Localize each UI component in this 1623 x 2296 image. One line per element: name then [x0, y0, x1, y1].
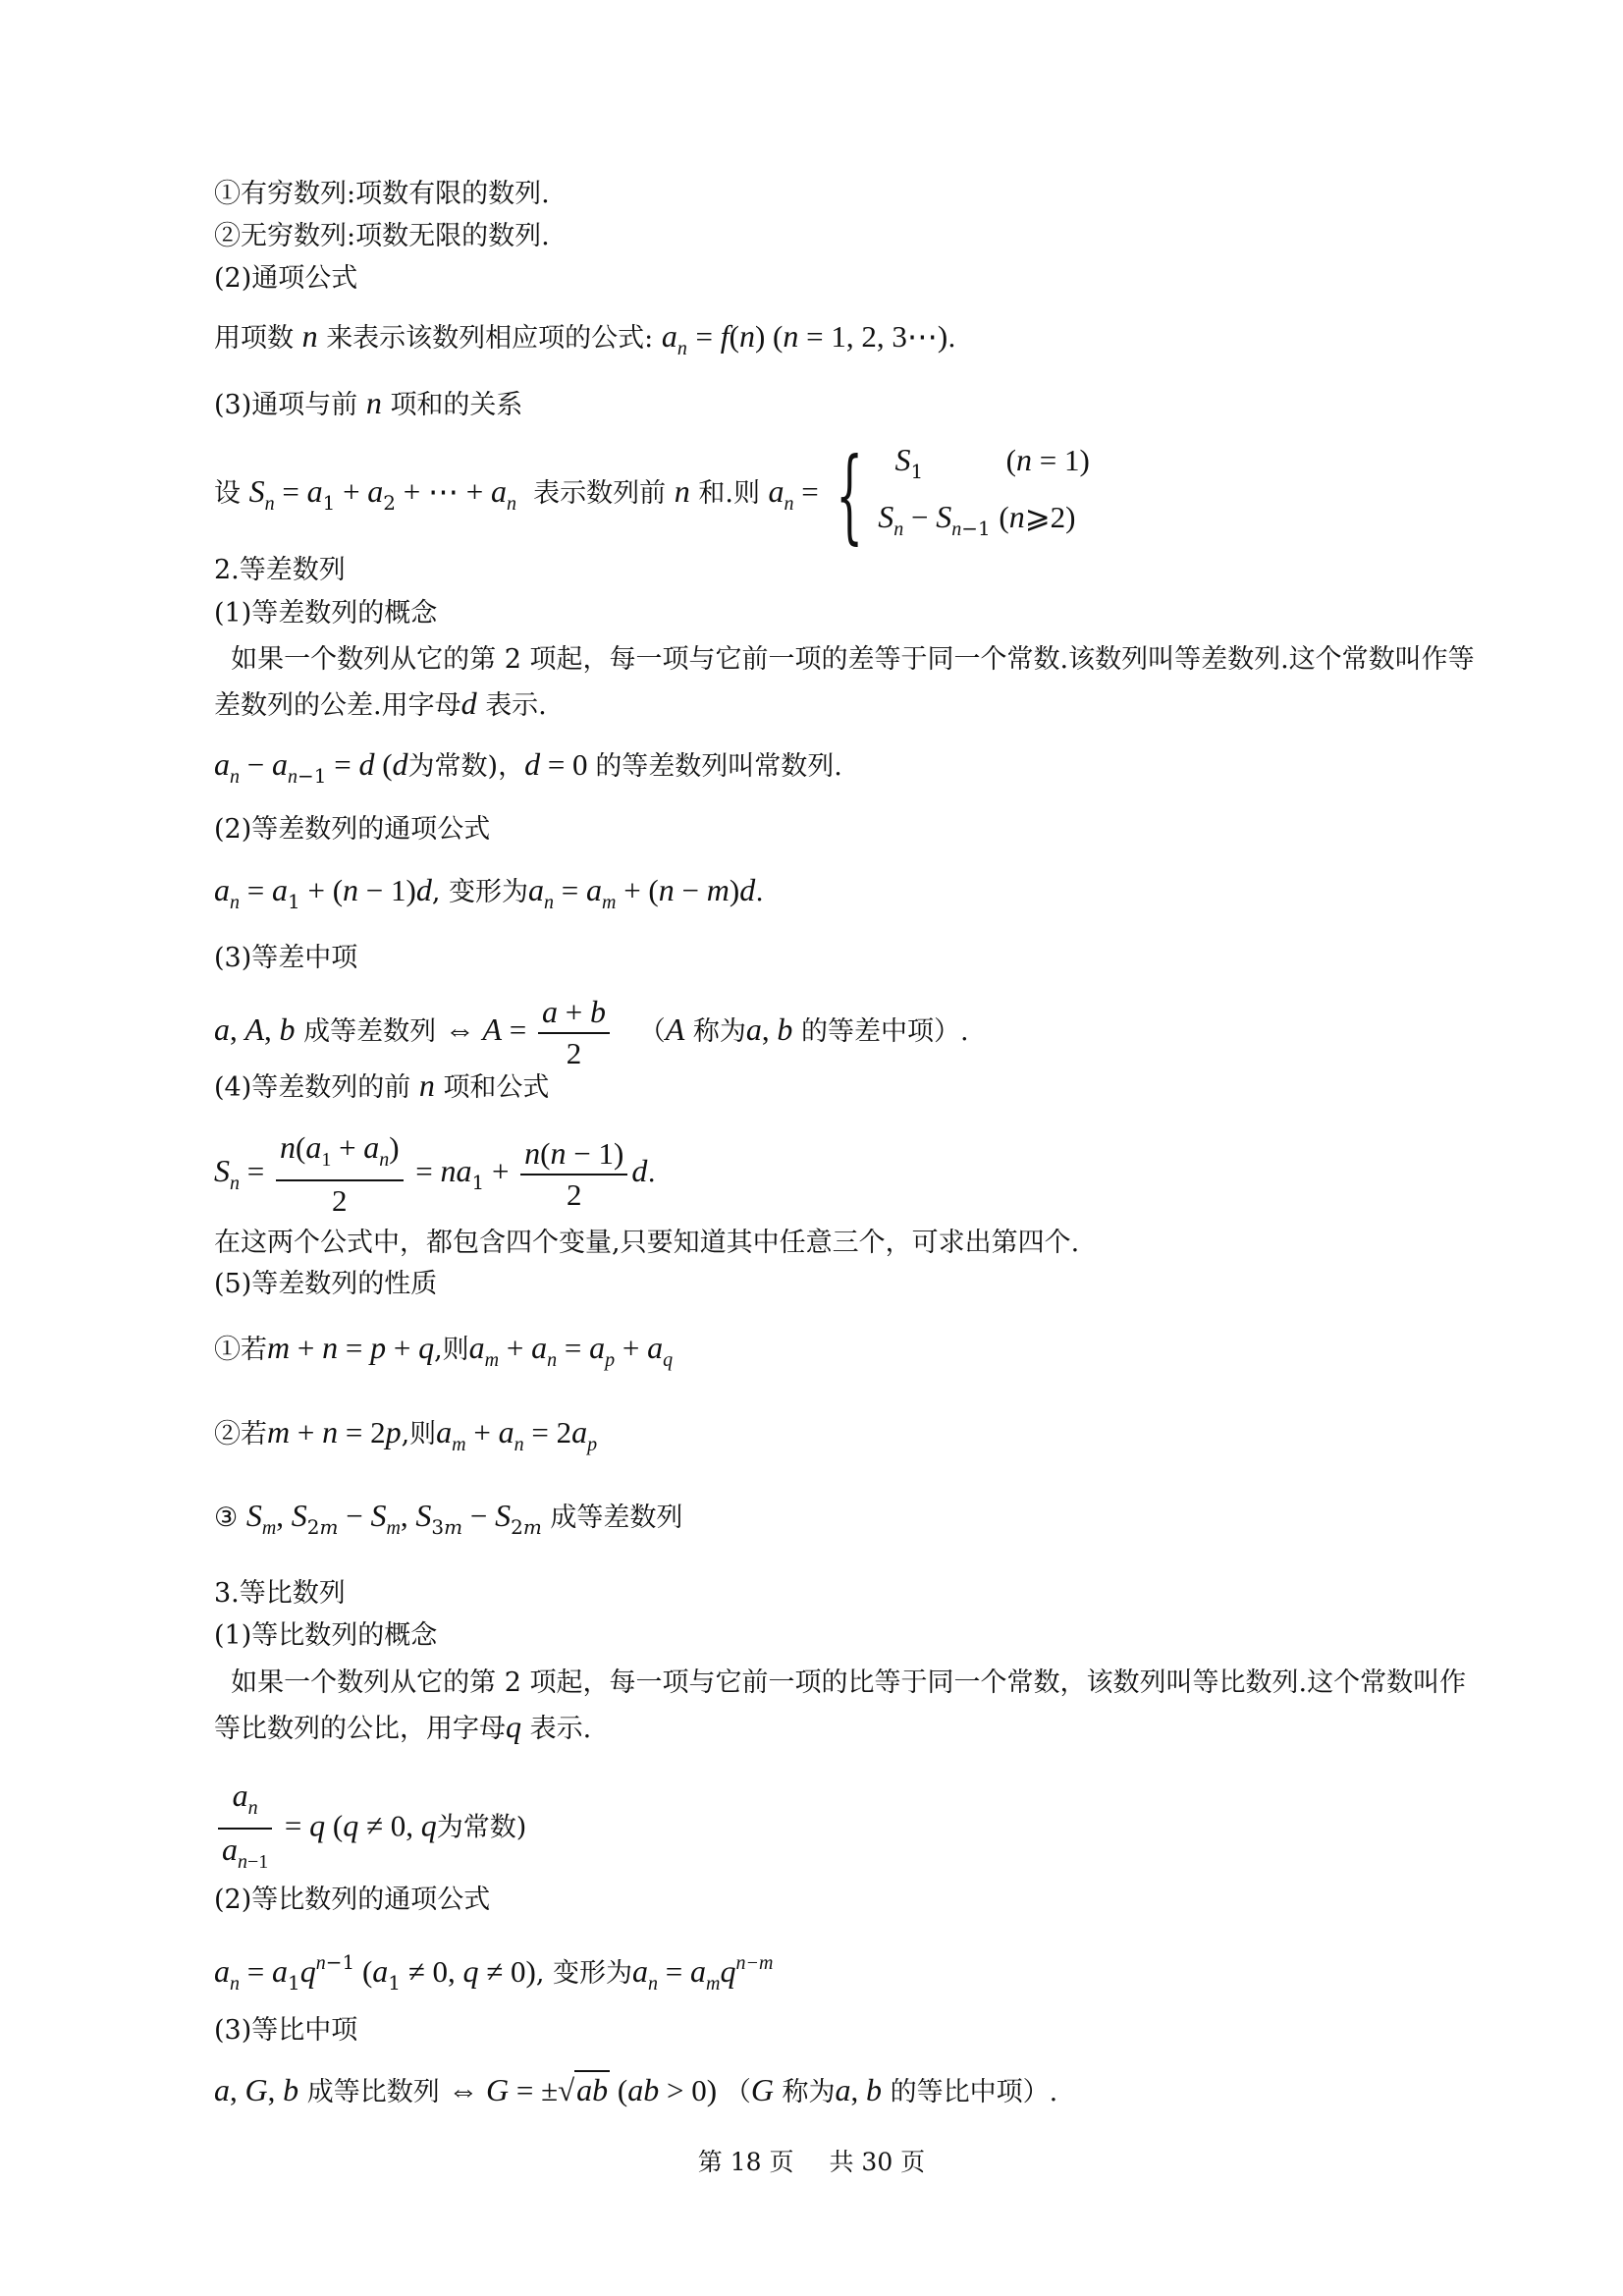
common-ratio-formula: $\frac{a_n}{a_{n-1}}$ = q (q ≠ 0, q为常数) [214, 1776, 526, 1882]
text-span: 表示数列前 [533, 478, 667, 509]
geometric-mean-formula: a, G, b 成等比数列 ⇔ G = ±√ab (ab > 0) （G 称为a, b 的等比中项）. [214, 2072, 1058, 2107]
sum-relation-heading: (3)通项与前 n 项和的关系 [214, 385, 523, 420]
property-3: ③ $S_m$, $S_{2m} - S_m$, $S_{3m} - S_{2m}$ 成等差数列 [214, 1498, 683, 1539]
text-span: 为常数) [436, 1812, 527, 1843]
text-span: （ [638, 1016, 666, 1047]
geometric-sequence-heading: 3.等比数列 [214, 1578, 346, 1609]
text-span: 表示. [485, 690, 547, 721]
arithmetic-mean-formula: a, A, b 成等差数列 ⇔ A = $\frac{a + b}{2}$ （A 称为a, b 的等差中项）. [214, 994, 969, 1070]
text-span: 称为 [692, 1016, 746, 1047]
text-span: 来表示该数列相应项的公式: [326, 323, 654, 354]
geometric-definition-paragraph: 如果一个数列从它的第 2 项起，每一项与它前一项的比等于同一个常数，该数列叫等比数列.这个常数叫作等比数列的公比，用字母q 表示. [214, 1667, 1467, 1744]
text-span: 成等差数列 [303, 1016, 437, 1047]
text-span: , 变形为 [431, 877, 529, 907]
text-span: ①若 [214, 1335, 267, 1365]
text-span: 设 [214, 478, 241, 509]
page-number: 第 18 页 [697, 2148, 794, 2176]
text-span: 如果一个数列从它的第 2 项起，每一项与它前一项的比等于同一个常数，该数列叫等比数列.这个常数叫作等比数列的公比，用字母 [214, 1667, 1467, 1744]
text-span: (3)通项与前 [214, 390, 358, 420]
arithmetic-sum-heading: (4)等差数列的前 n 项和公式 [214, 1067, 550, 1103]
arithmetic-concept-heading: (1)等差数列的概念 [214, 598, 438, 629]
text-span: 用项数 [214, 323, 294, 354]
arithmetic-sequence-heading: 2.等差数列 [214, 555, 346, 585]
text-span: 项和的关系 [390, 390, 523, 420]
arithmetic-general-term-formula: $a_n = a_1 + (n - 1)d$, 变形为$a_n = a_m + (n - m)d$. [214, 872, 764, 913]
geometric-general-term-heading: (2)等比数列的通项公式 [214, 1885, 491, 1915]
text-span: 和.则 [698, 478, 760, 509]
text-span: 如果一个数列从它的第 2 项起，每一项与它前一项的差等于同一个常数.该数列叫等差数列.这个常数叫作等差数列的公差.用字母 [214, 644, 1475, 721]
arithmetic-properties-heading: (5)等差数列的性质 [214, 1269, 438, 1299]
arithmetic-general-term-heading: (2)等差数列的通项公式 [214, 814, 491, 845]
text-span: ,则 [401, 1419, 437, 1449]
common-difference-formula: $a_n - a_{n-1} = d$ (d为常数)，d = 0 的等差数列叫常数列. [214, 746, 842, 788]
text-span: 的等差数列叫常数列. [595, 751, 842, 782]
text-span: 为常数)， [407, 751, 525, 782]
text-span: (4)等差数列的前 [214, 1072, 411, 1103]
text-span: ,则 [434, 1335, 469, 1365]
four-variables-note: 在这两个公式中，都包含四个变量,只要知道其中任意三个，可求出第四个. [214, 1228, 1080, 1258]
text-span: （ [724, 2077, 751, 2107]
text-span: 成等差数列 [550, 1503, 683, 1533]
text-span: 成等比数列 [306, 2077, 440, 2107]
text-span: 项和公式 [443, 1072, 550, 1103]
arithmetic-sum-formula: $S_n$ = $\frac{n(a_1 + a_n)}{2}$ = $na_1$ + $\frac{n(n - 1)}{2}$ d. [214, 1129, 656, 1218]
arithmetic-mean-heading: (3)等差中项 [214, 943, 358, 973]
general-term-heading: (2)通项公式 [214, 263, 358, 294]
text-span: ②若 [214, 1419, 267, 1449]
text-span: 的等差中项）. [800, 1016, 969, 1047]
infinite-sequence-line: ②无穷数列:项数无限的数列. [214, 221, 550, 251]
arithmetic-definition-paragraph: 如果一个数列从它的第 2 项起，每一项与它前一项的差等于同一个常数.该数列叫等差数列.这个常数叫作等差数列的公差.用字母d 表示. [214, 644, 1475, 721]
text-span: , 变形为 [535, 1958, 633, 1989]
property-1: ①若m + n = p + q,则$a_m + a_n = a_p + a_q$ [214, 1330, 674, 1371]
page-footer [0, 2143, 1623, 2178]
sum-relation-formula: 设 $S_n = a_1 + a_2$ + ⋯ + $a_n$ 表示数列前 n 和.则 $a_n$ = { $S_1$ (n = 1) $S_n - S_{n-1}$ (n⩾2) [214, 434, 1090, 555]
geometric-mean-heading: (3)等比中项 [214, 2015, 358, 2046]
page-total: 共 30 页 [829, 2148, 926, 2176]
text-span: 表示. [529, 1714, 592, 1744]
finite-sequence-line: ①有穷数列:项数有限的数列. [214, 179, 550, 209]
text-span: 称为 [782, 2077, 836, 2107]
general-term-formula-line: 用项数 n 来表示该数列相应项的公式: $a_n = f(n) (n = 1$, 2, 3⋯). [214, 318, 956, 359]
geometric-general-term-formula: $a_n = a_1q^{n-1}$ ($a_1 \ne 0$, q ≠ 0), 变形为$a_n = a_mq^{n-m}$ [214, 1950, 774, 1995]
geometric-concept-heading: (1)等比数列的概念 [214, 1620, 438, 1651]
text-span: ③ [214, 1503, 239, 1533]
property-2: ②若m + n = 2p,则$a_m + a_n = 2a_p$ [214, 1414, 598, 1455]
text-span: 的等比中项）. [890, 2077, 1058, 2107]
